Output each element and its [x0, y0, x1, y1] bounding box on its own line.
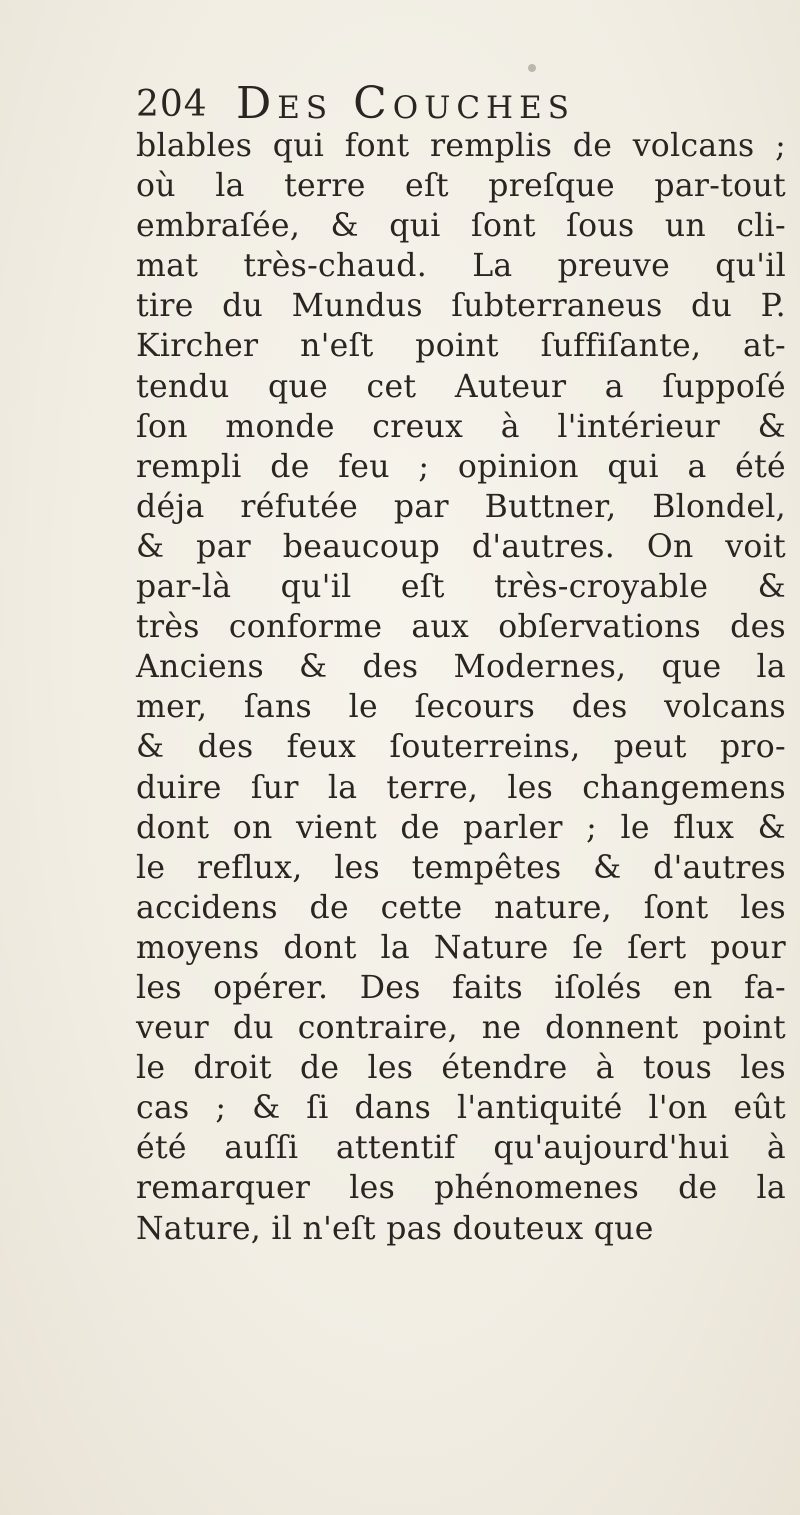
running-head: Des Couches: [236, 78, 575, 129]
text-line: & des feux ſouterreins, peut pro-: [136, 729, 786, 766]
body-text: [136, 126, 786, 1249]
text-line: le reflux, les tempêtes & d'autres: [136, 849, 786, 886]
text-line: très conforme aux obſervations des: [136, 609, 786, 646]
text-line: rempli de feu ; opinion qui a été: [136, 448, 786, 485]
text-line: été auſſi attentif qu'aujourd'hui à: [136, 1130, 786, 1167]
text-line: déja réfutée par Buttner, Blondel,: [136, 488, 786, 525]
text-line: blables qui font remplis de volcans ;: [136, 128, 786, 164]
text-line: où la terre eſt preſque par-tout: [136, 168, 786, 205]
text-line: tendu que cet Auteur a ſuppoſé: [136, 368, 786, 405]
text-line: Anciens & des Modernes, que la: [136, 649, 786, 686]
text-line: Kircher n'eſt point ſuffiſante, at-: [136, 328, 786, 365]
text-line: par-là qu'il eſt très-croyable &: [136, 569, 786, 606]
text-line: & par beaucoup d'autres. On voit: [136, 528, 786, 565]
text-line: veur du contraire, ne donnent point: [136, 1010, 786, 1047]
text-line: tire du Mundus ſubterraneus du P.: [136, 288, 786, 325]
text-line: dont on vient de parler ; le flux &: [136, 809, 786, 846]
text-line: cas ; & ſi dans l'antiquité l'on eût: [136, 1090, 786, 1127]
page-number: 204: [136, 84, 208, 125]
text-line: mat très-chaud. La preuve qu'il: [136, 248, 786, 285]
text-line: mer, ſans le ſecours des volcans: [136, 689, 786, 726]
text-line: le droit de les étendre à tous les: [136, 1050, 786, 1087]
text-line: moyens dont la Nature ſe ſert pour: [136, 929, 786, 966]
ink-smudge: [528, 64, 536, 72]
page-header: [136, 74, 776, 134]
text-line: les opérer. Des faits iſolés en fa-: [136, 969, 786, 1006]
text-line: duire ſur la terre, les changemens: [136, 769, 786, 806]
text-line: ſon monde creux à l'intérieur &: [136, 408, 786, 445]
text-line: accidens de cette nature, ſont les: [136, 889, 786, 926]
text-line: embraſée, & qui ſont ſous un cli-: [136, 208, 786, 245]
text-line: Nature, il n'eſt pas douteux que: [136, 1210, 654, 1247]
text-line: remarquer les phénomenes de la: [136, 1170, 786, 1207]
